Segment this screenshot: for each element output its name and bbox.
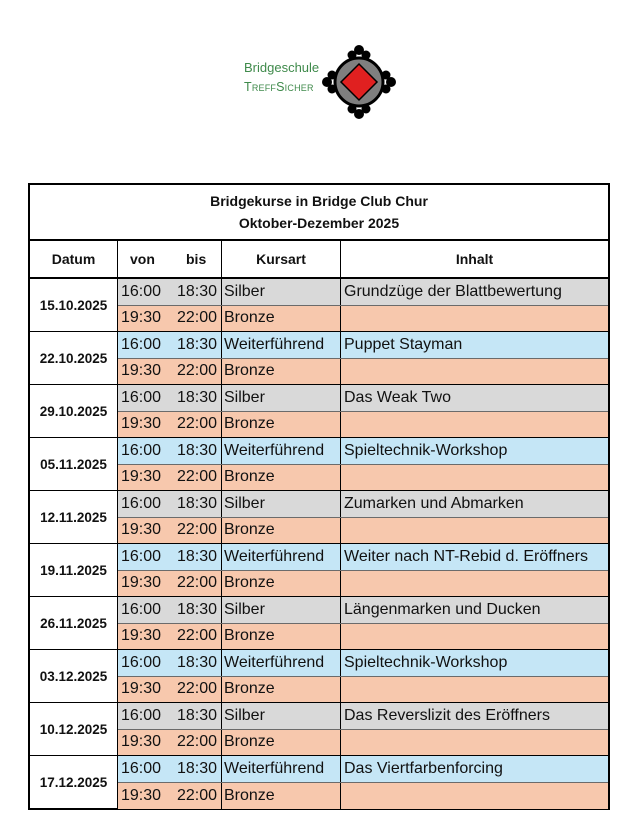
- kursart-cell: Weiterführend: [222, 332, 341, 358]
- bis-value: 18:30: [177, 760, 218, 777]
- kursart-cell: Weiterführend: [222, 544, 341, 570]
- table-row: [118, 597, 608, 624]
- table-row: [118, 571, 608, 597]
- table-subtitle: Oktober-Dezember 2025: [238, 215, 400, 231]
- time-cell: [118, 491, 222, 517]
- time-cell: [118, 677, 222, 703]
- von-value: 19:30: [121, 362, 162, 380]
- inhalt-cell: Das Weak Two: [344, 388, 452, 406]
- bis-value: 22:00: [177, 787, 218, 804]
- date-block: [30, 650, 608, 703]
- time-cell: [118, 703, 222, 729]
- von-value: 16:00: [121, 335, 162, 353]
- bridge-table-logo-icon: [319, 42, 399, 122]
- inhalt-cell: [341, 465, 608, 491]
- kursart-cell: Silber: [222, 597, 341, 623]
- header-kursart: Kursart: [222, 241, 341, 277]
- von-value: 19:30: [121, 521, 162, 539]
- bis-value: 18:30: [177, 653, 218, 671]
- bis-value: 22:00: [177, 680, 218, 698]
- von-value: 16:00: [121, 600, 162, 618]
- logo-text-line2: TreffSicher: [244, 80, 314, 94]
- date-cell: 12.11.2025: [30, 491, 118, 543]
- bis-value: 18:30: [177, 706, 218, 724]
- header-inhalt: Inhalt: [455, 251, 494, 267]
- kursart-cell: Bronze: [222, 730, 341, 756]
- bis-value: 22:00: [177, 627, 218, 645]
- kursart-cell: Weiterführend: [222, 438, 341, 464]
- von-value: 16:00: [121, 760, 162, 777]
- time-cell: [118, 332, 222, 358]
- kursart-cell: Bronze: [222, 783, 341, 809]
- date-block: [30, 597, 608, 650]
- header-bis: bis: [186, 251, 207, 267]
- table-row: [118, 650, 608, 677]
- date-block: [30, 438, 608, 491]
- table-row: [118, 306, 608, 332]
- inhalt-cell: Zumarken und Abmarken: [344, 494, 524, 512]
- table-row: [118, 465, 608, 491]
- time-cell: [118, 385, 222, 411]
- date-block: [30, 332, 608, 385]
- kursart-cell: Bronze: [222, 412, 341, 438]
- bis-value: 18:30: [177, 335, 218, 353]
- inhalt-cell: [341, 518, 608, 544]
- inhalt-cell: Das Viertfarbenforcing: [344, 760, 503, 777]
- date-cell: 10.12.2025: [30, 703, 118, 755]
- date-block: [30, 385, 608, 438]
- time-cell: [118, 624, 222, 650]
- table-row: [118, 518, 608, 544]
- table-row: [118, 491, 608, 518]
- date-cell: 22.10.2025: [30, 332, 118, 384]
- table-row: [118, 677, 608, 703]
- von-value: 16:00: [121, 653, 162, 671]
- von-value: 19:30: [121, 680, 162, 698]
- kursart-cell: Bronze: [222, 677, 341, 703]
- kursart-cell: Bronze: [222, 306, 341, 332]
- table-row: [118, 730, 608, 756]
- inhalt-cell: [341, 306, 608, 332]
- bis-value: 18:30: [177, 282, 218, 300]
- kursart-cell: Bronze: [222, 624, 341, 650]
- von-value: 19:30: [121, 733, 162, 751]
- inhalt-cell: Weiter nach NT-Rebid d. Eröffners: [344, 547, 588, 565]
- inhalt-cell: Das Reverslizit des Eröffners: [344, 706, 550, 724]
- table-title-block: [30, 185, 608, 241]
- kursart-cell: Weiterführend: [222, 756, 341, 782]
- bis-value: 22:00: [177, 362, 218, 380]
- bis-value: 22:00: [177, 468, 218, 486]
- table-row: [118, 385, 608, 412]
- time-cell: [118, 650, 222, 676]
- table-row: [118, 756, 608, 783]
- inhalt-cell: [341, 412, 608, 438]
- time-cell: [118, 518, 222, 544]
- inhalt-cell: [341, 571, 608, 597]
- date-block: [30, 491, 608, 544]
- date-cell: 29.10.2025: [30, 385, 118, 437]
- bis-value: 18:30: [177, 547, 218, 565]
- logo-text-line1: Bridgeschule: [244, 60, 320, 75]
- inhalt-cell: Spieltechnik-Workshop: [344, 653, 508, 671]
- von-value: 19:30: [121, 309, 162, 327]
- time-cell: [118, 279, 222, 305]
- table-title: Bridgekurse in Bridge Club Chur: [210, 193, 428, 209]
- inhalt-cell: Puppet Stayman: [344, 335, 463, 353]
- von-value: 16:00: [121, 706, 162, 724]
- table-row: [118, 359, 608, 385]
- date-cell: 15.10.2025: [30, 279, 118, 331]
- von-value: 19:30: [121, 415, 162, 433]
- von-value: 19:30: [121, 627, 162, 645]
- date-cell: 03.12.2025: [30, 650, 118, 702]
- date-block: [30, 279, 608, 332]
- time-cell: [118, 756, 222, 782]
- time-cell: [118, 544, 222, 570]
- bis-value: 22:00: [177, 415, 218, 433]
- table-row: [118, 279, 608, 306]
- kursart-cell: Bronze: [222, 518, 341, 544]
- time-cell: [118, 571, 222, 597]
- kursart-cell: Silber: [222, 279, 341, 305]
- von-value: 16:00: [121, 282, 162, 300]
- von-value: 19:30: [121, 468, 162, 486]
- time-cell: [118, 730, 222, 756]
- bis-value: 18:30: [177, 600, 218, 618]
- time-cell: [118, 783, 222, 809]
- table-row: [118, 544, 608, 571]
- date-block: [30, 756, 608, 809]
- kursart-cell: Bronze: [222, 465, 341, 491]
- time-cell: [118, 438, 222, 464]
- table-row: [118, 332, 608, 359]
- inhalt-cell: Längenmarken und Ducken: [344, 600, 541, 618]
- time-cell: [118, 359, 222, 385]
- inhalt-cell: [341, 359, 608, 385]
- inhalt-cell: Grundzüge der Blattbewertung: [344, 282, 562, 300]
- von-value: 19:30: [121, 574, 162, 592]
- bis-value: 22:00: [177, 574, 218, 592]
- kursart-cell: Silber: [222, 491, 341, 517]
- kursart-cell: Bronze: [222, 359, 341, 385]
- von-value: 16:00: [121, 494, 162, 512]
- inhalt-cell: Spieltechnik-Workshop: [344, 441, 508, 459]
- time-cell: [118, 306, 222, 332]
- table-body: [30, 279, 608, 809]
- bis-value: 22:00: [177, 733, 218, 751]
- time-cell: [118, 597, 222, 623]
- von-value: 16:00: [121, 388, 162, 406]
- date-cell: 05.11.2025: [30, 438, 118, 490]
- kursart-cell: Silber: [222, 703, 341, 729]
- kursart-cell: Weiterführend: [222, 650, 341, 676]
- time-cell: [118, 465, 222, 491]
- header-time: [118, 241, 222, 277]
- bis-value: 18:30: [177, 441, 218, 459]
- inhalt-cell: [341, 677, 608, 703]
- table-row: [118, 703, 608, 730]
- table-row: [118, 438, 608, 465]
- table-row: [118, 412, 608, 438]
- date-block: [30, 703, 608, 756]
- date-block: [30, 544, 608, 597]
- course-schedule-table: [28, 183, 610, 810]
- date-cell: 26.11.2025: [30, 597, 118, 649]
- inhalt-cell: [341, 783, 608, 809]
- bis-value: 18:30: [177, 494, 218, 512]
- header-datum: Datum: [30, 241, 118, 277]
- header-von: von: [130, 251, 155, 267]
- date-cell: 17.12.2025: [30, 756, 118, 809]
- date-cell: 19.11.2025: [30, 544, 118, 596]
- bis-value: 22:00: [177, 521, 218, 539]
- von-value: 16:00: [121, 547, 162, 565]
- kursart-cell: Bronze: [222, 571, 341, 597]
- bis-value: 18:30: [177, 388, 218, 406]
- table-row: [118, 783, 608, 809]
- von-value: 16:00: [121, 441, 162, 459]
- table-header-row: [30, 241, 608, 279]
- logo: [244, 40, 404, 124]
- bis-value: 22:00: [177, 309, 218, 327]
- table-row: [118, 624, 608, 650]
- von-value: 19:30: [121, 787, 162, 804]
- inhalt-cell: [341, 730, 608, 756]
- kursart-cell: Silber: [222, 385, 341, 411]
- time-cell: [118, 412, 222, 438]
- inhalt-cell: [341, 624, 608, 650]
